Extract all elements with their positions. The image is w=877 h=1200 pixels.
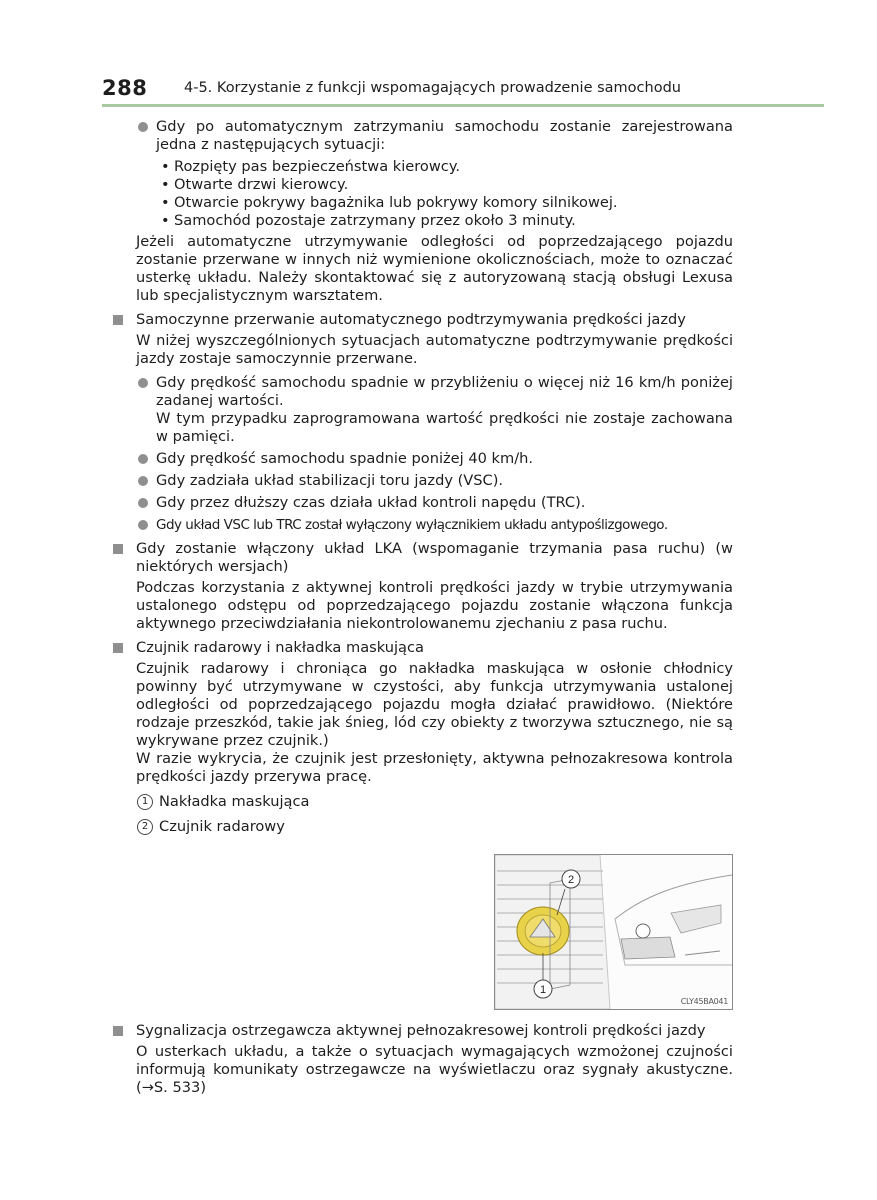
grey-square-icon bbox=[113, 315, 123, 325]
section-paragraph: Czujnik radarowy i chroniąca go nakładka maskująca w osłonie chłodnicy powinny być utrzymywane w czystości, aby funkcja utrzymywania ustalonej odległości od poprzedzającego pojazdu mogła działać prawidłowo. (Niektóre rodzaje przeszkód, takie jak śnieg, lód czy obiekty z tworzywa sztucznego, nie są wykrywane przez czujnik.) bbox=[136, 660, 733, 749]
list-item: Gdy prędkość samochodu spadnie poniżej 40 km/h. bbox=[113, 450, 733, 468]
bullet-icon: • bbox=[161, 212, 170, 229]
circled-number: 1 bbox=[137, 794, 153, 810]
page-number: 288 bbox=[102, 76, 148, 100]
lower-section bbox=[113, 1016, 733, 1097]
radar-sensor-illustration bbox=[494, 854, 733, 1010]
section-paragraph: O usterkach układu, a także o sytuacjach wymagających wzmożonej czujności informują komunikaty ostrzegawcze na wyświetlaczu oraz sygnały akustyczne. (→S. 533) bbox=[136, 1043, 733, 1096]
intro-bullet: • Samochód pozostaje zatrzymany przez około 3 minuty. bbox=[161, 212, 576, 229]
list-item: Gdy prędkość samochodu spadnie w przybliżeniu o więcej niż 16 km/h poniżej zadanej wartości. W tym przypadku zaprogramowana wartość prędkości nie zostaje zachowana w pamięci. bbox=[113, 374, 733, 446]
grey-dot-icon bbox=[138, 122, 148, 132]
chapter-title: 4-5. Korzystanie z funkcji wspomagających prowadzenie samochodu bbox=[184, 80, 681, 96]
intro-lead: Gdy po automatycznym zatrzymaniu samochodu zostanie zarejestrowana jedna z następujących sytuacji: bbox=[156, 118, 733, 153]
bullet-icon: • bbox=[161, 194, 170, 211]
grey-dot-icon bbox=[138, 378, 148, 388]
main-content bbox=[113, 118, 733, 839]
circled-number: 2 bbox=[137, 819, 153, 835]
bullet-icon: • bbox=[161, 158, 170, 175]
section-heading: Gdy zostanie włączony układ LKA (wspomaganie trzymania pasa ruchu) (w niektórych wersjach) bbox=[113, 540, 733, 576]
list-item: Gdy zadziała układ stabilizacji toru jazdy (VSC). bbox=[113, 472, 733, 490]
header-rule bbox=[102, 104, 824, 107]
section-heading: Sygnalizacja ostrzegawcza aktywnej pełnozakresowej kontroli prędkości jazdy bbox=[113, 1022, 733, 1040]
svg-text:1: 1 bbox=[539, 984, 547, 996]
intro-bullet: • Otwarcie pokrywy bagażnika lub pokrywy komory silnikowej. bbox=[161, 194, 618, 211]
list-item: Gdy przez dłuższy czas działa układ kontroli napędu (TRC). bbox=[113, 494, 733, 512]
legend-item: 2 Czujnik radarowy bbox=[113, 814, 733, 839]
grey-square-icon bbox=[113, 643, 123, 653]
legend-item: 1 Nakładka maskująca bbox=[113, 789, 733, 814]
grey-square-icon bbox=[113, 544, 123, 554]
svg-text:2: 2 bbox=[567, 874, 575, 886]
section-heading: Samoczynne przerwanie automatycznego podtrzymywania prędkości jazdy bbox=[113, 311, 733, 329]
list-item: Gdy układ VSC lub TRC został wyłączony wyłącznikiem układu antypoślizgowego. bbox=[113, 516, 733, 534]
section-heading: Czujnik radarowy i nakładka maskująca bbox=[113, 639, 733, 657]
grey-dot-icon bbox=[138, 498, 148, 508]
intro-bullet: • Rozpięty pas bezpieczeństwa kierowcy. bbox=[161, 158, 461, 175]
section-paragraph: W razie wykrycia, że czujnik jest przesłonięty, aktywna pełnozakresowa kontrola prędkości jazdy przerywa pracę. bbox=[136, 750, 733, 785]
bullet-icon: • bbox=[161, 176, 170, 193]
section-paragraph: W niżej wyszczególnionych sytuacjach automatyczne podtrzymywanie prędkości jazdy zostaje samoczynnie przerwane. bbox=[136, 332, 733, 367]
page-header bbox=[102, 74, 824, 108]
grey-dot-icon bbox=[138, 454, 148, 464]
grey-square-icon bbox=[113, 1026, 123, 1036]
grey-dot-icon bbox=[138, 476, 148, 486]
car-grille-drawing bbox=[495, 855, 732, 1009]
intro-paragraph: Jeżeli automatyczne utrzymywanie odległości od poprzedzającego pojazdu zostanie przerwane w innych niż wymienione okolicznościach, może to oznaczać usterkę układu. Należy skontaktować się z autoryzowaną stacją obsługi Lexusa lub specjalistycznym warsztatem. bbox=[136, 233, 733, 304]
figure-code: CLY45BA041 bbox=[680, 997, 728, 1006]
section-paragraph: Podczas korzystania z aktywnej kontroli prędkości jazdy w trybie utrzymywania ustalonego odstępu od poprzedzającego pojazdu zostanie włączona funkcja aktywnego przeciwdziałania niekontrolowanemu zjechaniu z pasa ruchu. bbox=[136, 579, 733, 632]
grey-dot-icon bbox=[138, 520, 148, 530]
intro-bullet: • Otwarte drzwi kierowcy. bbox=[161, 176, 349, 193]
intro-item bbox=[113, 118, 733, 154]
